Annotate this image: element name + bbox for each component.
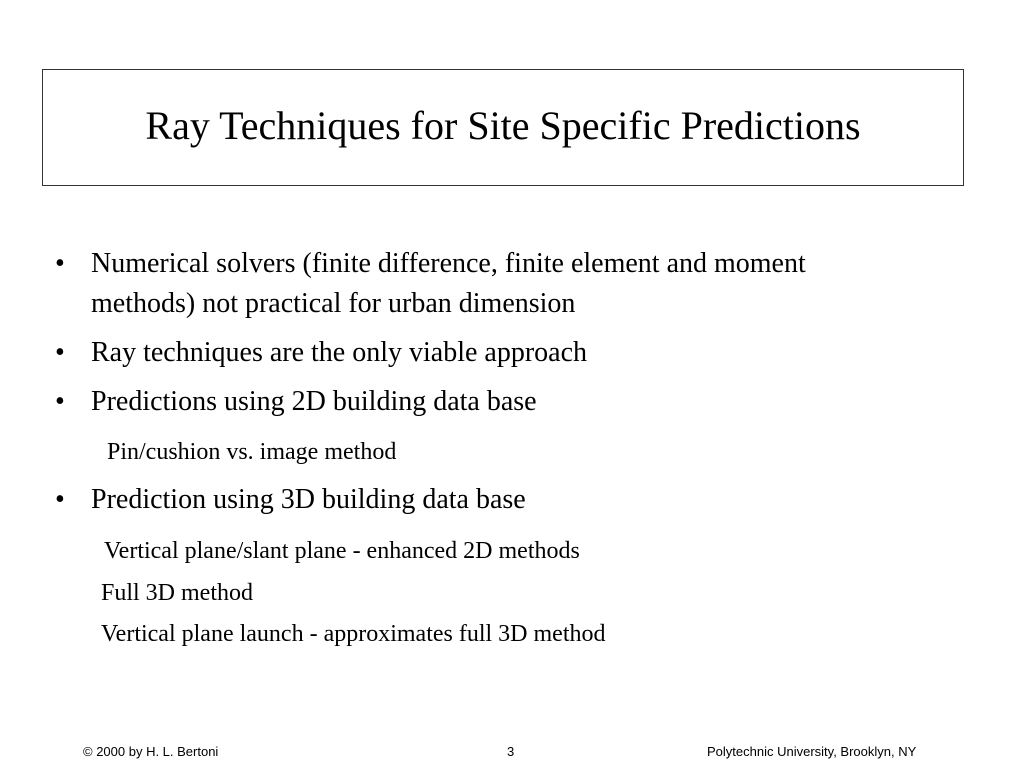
title-box — [42, 69, 964, 186]
slide-title: Ray Techniques for Site Specific Predictions — [145, 102, 861, 148]
footer-copyright: © 2000 by H. L. Bertoni — [83, 744, 219, 759]
footer-page-number: 3 — [507, 744, 515, 759]
bullet-text-line: Prediction using 3D building data base — [91, 484, 526, 515]
sub-item-pin-cushion: Pin/cushion vs. image method — [107, 439, 397, 465]
bullet-icon: • — [55, 484, 65, 515]
sub-item-full-3d: Full 3D method — [101, 580, 254, 606]
bullet-icon: • — [55, 248, 65, 279]
bullet-icon: • — [55, 386, 65, 417]
bullet-text-line: Numerical solvers (finite difference, finite element and moment — [91, 248, 806, 279]
bullet-icon: • — [55, 337, 65, 368]
bullet-text-line: Predictions using 2D building data base — [91, 386, 537, 417]
sub-item-vertical-plane-launch: Vertical plane launch - approximates full 3D method — [101, 621, 606, 647]
sub-item-vertical-slant-plane: Vertical plane/slant plane - enhanced 2D methods — [104, 538, 580, 564]
bullet-text-line: methods) not practical for urban dimension — [91, 288, 576, 319]
footer-institution: Polytechnic University, Brooklyn, NY — [707, 744, 917, 759]
bullet-text-line: Ray techniques are the only viable approach — [91, 337, 588, 368]
